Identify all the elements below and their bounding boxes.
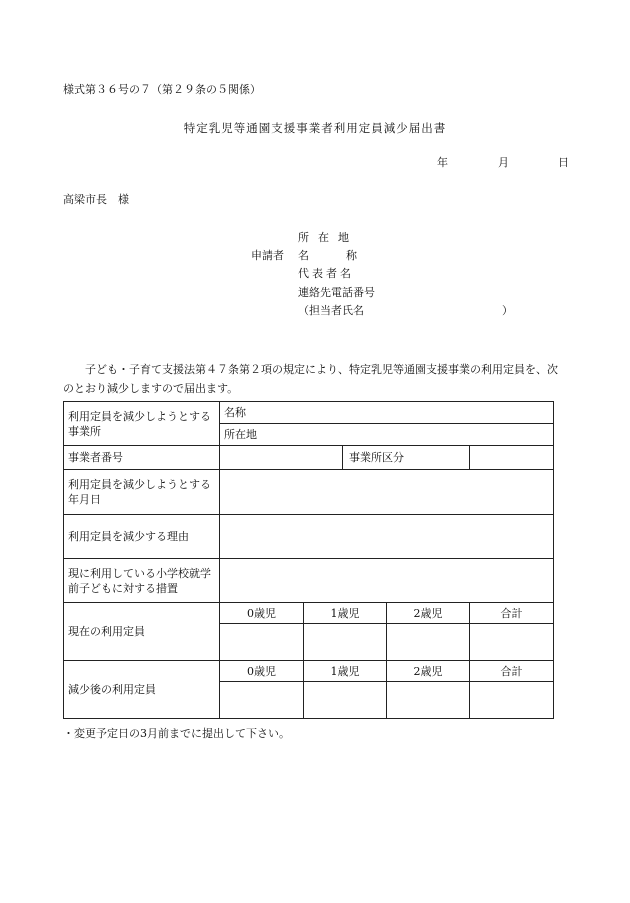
measures-field[interactable] xyxy=(220,559,554,603)
date-day-label: 日 xyxy=(558,156,569,169)
after-age0-header: 0歳児 xyxy=(220,661,304,682)
facility-location-field[interactable] xyxy=(220,424,554,446)
current-age1-header: 1歳児 xyxy=(304,603,387,624)
facility-label: 利用定員を減少しようとする事業所 xyxy=(64,402,220,446)
facility-location-label: 所在地 xyxy=(224,428,257,441)
business-number-field[interactable] xyxy=(220,446,343,470)
current-age0-header: 0歳児 xyxy=(220,603,304,624)
applicant-address-label: 所在地 xyxy=(298,231,358,244)
footer-note: ・変更予定日の3月前までに提出して下さい。 xyxy=(63,727,290,740)
current-total-field[interactable] xyxy=(470,624,554,661)
after-total-header: 合計 xyxy=(470,661,554,682)
business-number-label: 事業者番号 xyxy=(64,446,220,470)
current-total-header: 合計 xyxy=(470,603,554,624)
after-age1-header: 1歳児 xyxy=(304,661,387,682)
after-age2-field[interactable] xyxy=(387,682,470,719)
facility-name-field[interactable] xyxy=(220,402,554,424)
reason-field[interactable] xyxy=(220,515,554,559)
measures-label: 現に利用している小学校就学前子どもに対する措置 xyxy=(64,559,220,603)
current-age2-field[interactable] xyxy=(387,624,470,661)
addressee: 高梁市長 様 xyxy=(63,193,129,206)
current-age0-field[interactable] xyxy=(220,624,304,661)
body-paragraph: 子ども・子育て支援法第４７条第２項の規定により、特定乳児等通園支援事業の利用定員を、次のとおり減少しますので届出ます。 xyxy=(63,363,558,395)
applicant-representative-label: 代表者名 xyxy=(298,267,354,280)
after-capacity-label: 減少後の利用定員 xyxy=(64,661,220,719)
current-age1-field[interactable] xyxy=(304,624,387,661)
office-category-label: 事業所区分 xyxy=(343,446,470,470)
office-category-field[interactable] xyxy=(470,446,554,470)
facility-name-label: 名称 xyxy=(224,406,246,419)
contact-close-paren: ） xyxy=(502,304,513,317)
current-capacity-label: 現在の利用定員 xyxy=(64,603,220,661)
reduction-date-label: 利用定員を減少しようとする年月日 xyxy=(64,470,220,515)
after-age2-header: 2歳児 xyxy=(387,661,470,682)
reduction-date-field[interactable] xyxy=(220,470,554,515)
form-number: 様式第３６号の７（第２９条の５関係） xyxy=(63,83,261,96)
after-age1-field[interactable] xyxy=(304,682,387,719)
after-age0-field[interactable] xyxy=(220,682,304,719)
applicant-heading: 申請者 xyxy=(251,249,284,262)
document-title: 特定乳児等通園支援事業者利用定員減少届出書 xyxy=(183,121,447,135)
current-age2-header: 2歳児 xyxy=(387,603,470,624)
applicant-phone-label: 連絡先電話番号 xyxy=(298,286,375,299)
applicant-name-label-second: 称 xyxy=(346,249,357,262)
applicant-name-label-first: 名 xyxy=(298,249,309,262)
reason-label: 利用定員を減少する理由 xyxy=(64,515,220,559)
applicant-contact-label: （担当者氏名 xyxy=(298,304,364,317)
date-month-label: 月 xyxy=(498,156,509,169)
notification-table xyxy=(63,401,554,719)
date-year-label: 年 xyxy=(437,156,448,169)
after-total-field[interactable] xyxy=(470,682,554,719)
